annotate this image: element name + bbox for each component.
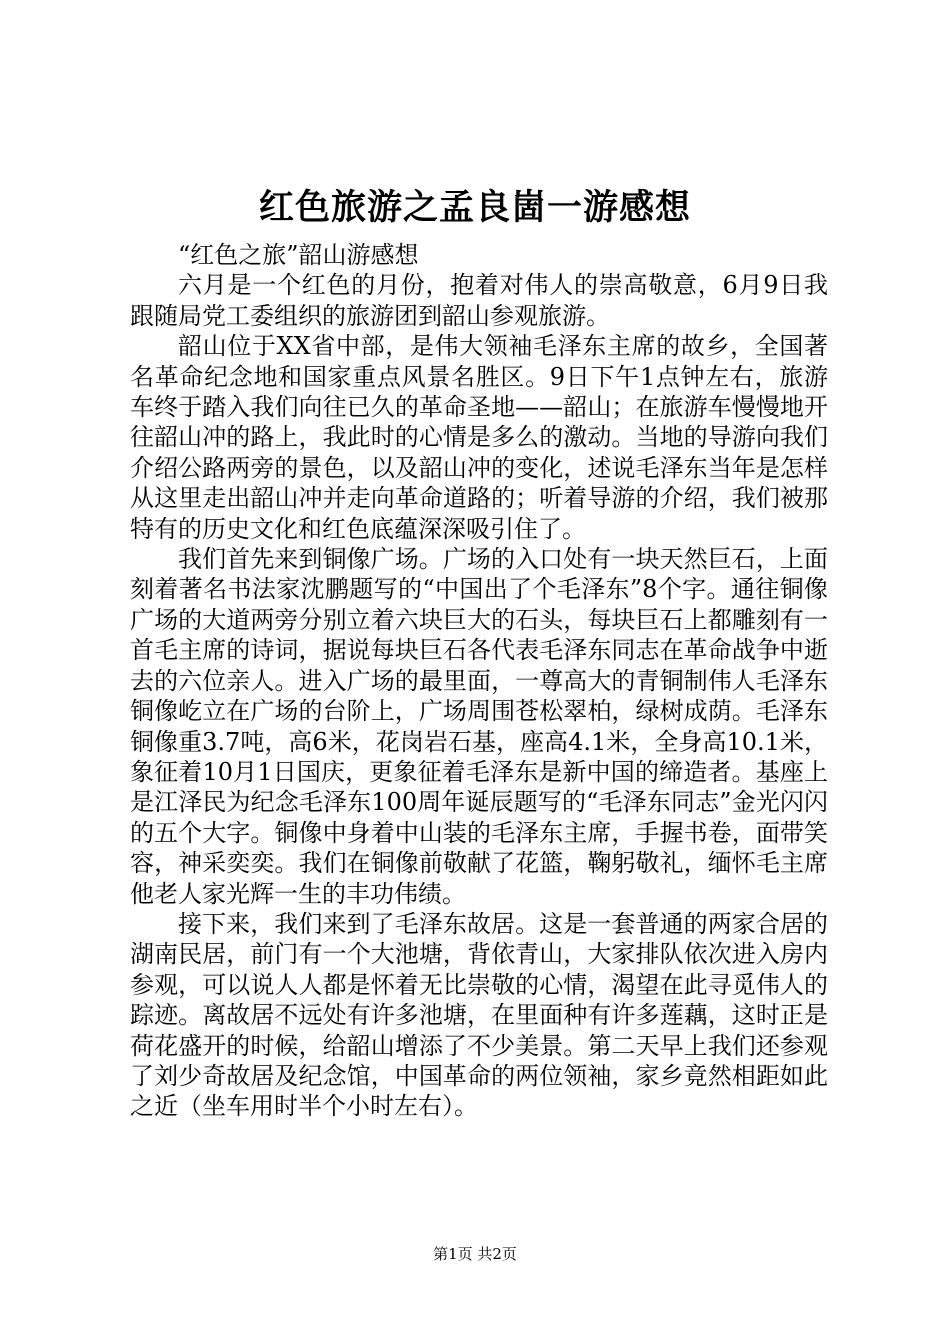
paragraph-former-residence: 接下来，我们来到了毛泽东故居。这是一套普通的两家合居的湖南民居，前门有一个大池塘，背依青山，大家排队依次进入房内参观，可以说人人都是怀着无比崇敬的心情，渴望在此寻觅伟人的踪迹。离故居不远处有许多池塘，在里面种有许多莲藕，这时正是荷花盛开的时候，给韶山增添了不少美景。第二天早上我们还参观了刘少奇故居及纪念馆，中国革命的两位领袖，家乡竟然相距如此之近（坐车用时半个小时左右）。 bbox=[130, 909, 828, 1121]
paragraph-bronze-statue: 我们首先来到铜像广场。广场的入口处有一块天然巨石，上面刻着著名书法家沈鹏题写的“中国出了个毛泽东”8个字。通往铜像广场的大道两旁分别立着六块巨大的石头，每块巨石上都雕刻有一首毛主席的诗词，据说每块巨石各代表毛泽东同志在革命战争中逝去的六位亲人。进入广场的最里面，一尊高大的青铜制伟人毛泽东铜像屹立在广场的台阶上，广场周围苍松翠柏，绿树成荫。毛泽东铜像重3.7吨，高6米，花岗岩石基，座高4.1米，全身高10.1米，象征着10月1日国庆，更象征着毛泽东是新中国的缔造者。基座上是江泽民为纪念毛泽东100周年诞辰题写的“毛泽东同志”金光闪闪的五个大字。铜像中身着中山装的毛泽东主席，手握书卷，面带笑容，神采奕奕。我们在铜像前敬献了花篮，鞠躬敬礼，缅怀毛主席他老人家光辉一生的丰功伟绩。 bbox=[130, 545, 828, 908]
paragraph-intro: 六月是一个红色的月份，抱着对伟人的崇高敬意，6月9日我跟随局党工委组织的旅游团到韶山参观旅游。 bbox=[130, 271, 828, 330]
document-body bbox=[130, 240, 828, 1122]
page-footer: 第1页 共2页 bbox=[433, 1245, 517, 1263]
page-title: 红色旅游之孟良崮一游感想 bbox=[258, 187, 691, 228]
paragraph-arrival: 韶山位于XX省中部，是伟大领袖毛泽东主席的故乡，全国著名革命纪念地和国家重点风景名胜区。9日下午1点钟左右，旅游车终于踏入我们向往已久的革命圣地——韶山；在旅游车慢慢地开往韶山冲的路上，我此时的心情是多么的激动。当地的导游向我们介绍公路两旁的景色，以及韶山冲的变化，述说毛泽东当年是怎样从这里走出韶山冲并走向革命道路的；听着导游的介绍，我们被那特有的历史文化和红色底蕴深深吸引住了。 bbox=[130, 332, 828, 543]
subtitle-paragraph: “红色之旅”韶山游感想 bbox=[178, 241, 419, 269]
